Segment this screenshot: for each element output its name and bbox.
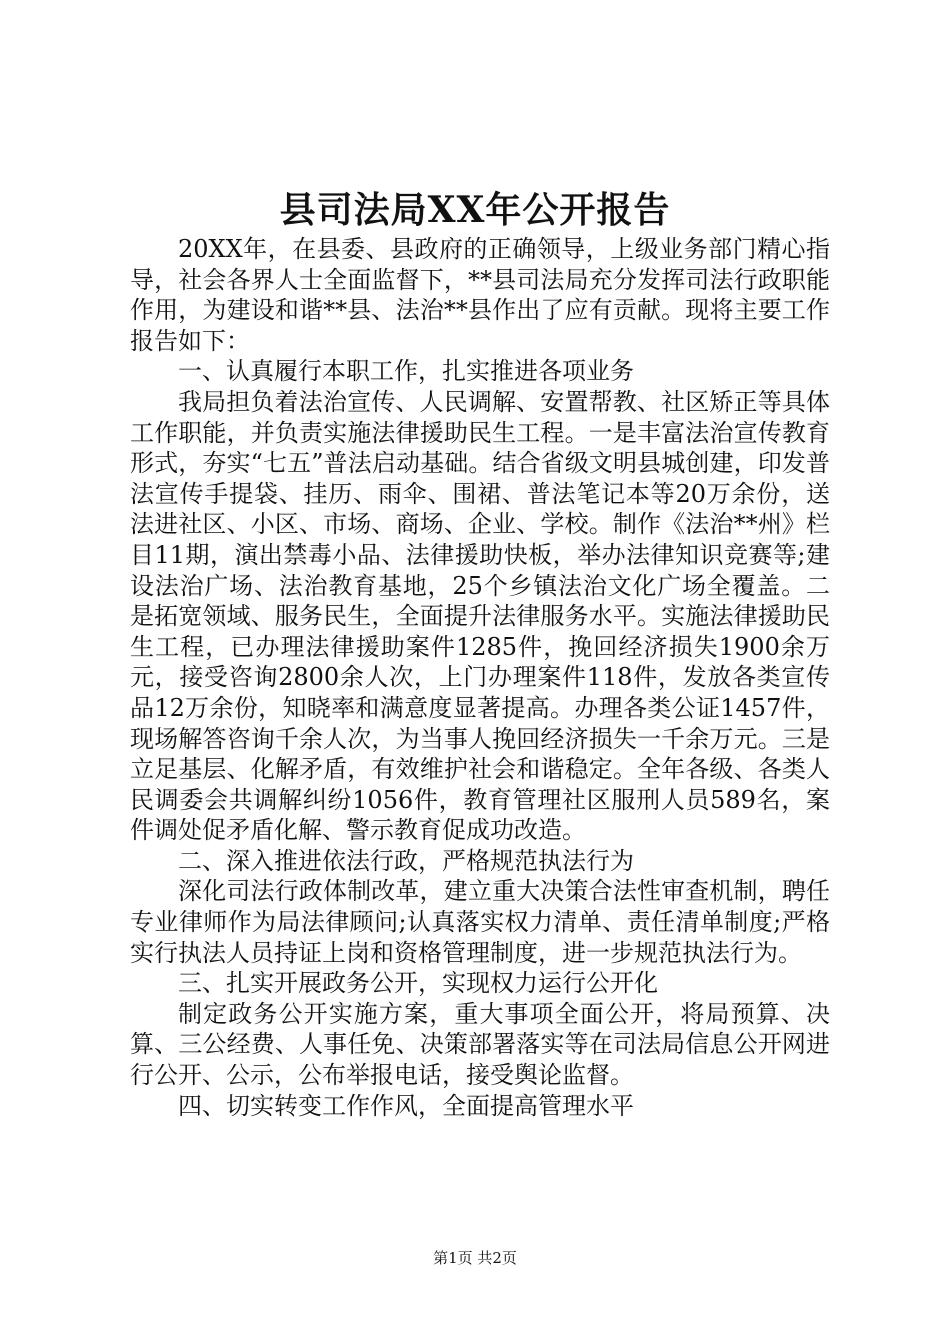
section-heading-1: 一、认真履行本职工作，扎实推进各项业务 <box>178 357 634 386</box>
section-body-3: 制定政务公开实施方案，重大事项全面公开，将局预算、决算、三公经费、人事任免、决策部署落实等在司法局信息公开网进行公开、公示，公布举报电话，接受舆论监督。 <box>130 999 830 1090</box>
section-body-2: 深化司法行政体制改革，建立重大决策合法性审查机制，聘任专业律师作为局法律顾问;认真落实权力清单、责任清单制度;严格实行执法人员持证上岗和资格管理制度，进一步规范执法行为。 <box>130 877 830 967</box>
section-body-1: 我局担负着法治宣传、人民调解、安置帮教、社区矫正等具体工作职能，并负责实施法律援助民生工程。一是丰富法治宣传教育形式，夯实“七五”普法启动基础。结合省级文明县城创建，印发普法宣传手提袋、挂历、雨伞、围裙、普法笔记本等20万余份，送法进社区、小区、市场、商场、企业、学校。制作《法治**州》栏目11期，演出禁毒小品、法律援助快板，举办法律知识竞赛等;建设法治广场、法治教育基地，25个乡镇法治文化广场全覆盖。二是拓宽领域、服务民生，全面提升法律服务水平。实施法律援助民生工程，已办理法律援助案件1285件，挽回经济损失1900余万元，接受咨询2800余人次，上门办理案件118件，发放各类宣传品12万余份，知晓率和满意度显著提高。办理各类公证1457件，现场解答咨询千余人次，为当事人挽回经济损失一千余万元。三是立足基层、化解矛盾，有效维护社会和谐稳定。全年各级、各类人民调委会共调解纠纷1056件，教育管理社区服刑人员589名，案件调处促矛盾化解、警示教育促成功改造。 <box>130 387 830 845</box>
section-heading-4: 四、切实转变工作作风，全面提高管理水平 <box>178 1091 634 1120</box>
intro-paragraph: 20XX年，在县委、县政府的正确领导，上级业务部门精心指导，社会各界人士全面监督下，**县司法局充分发挥司法行政职能作用，为建设和谐**县、法治**县作出了应有贡献。现将主要工作报告如下： <box>130 235 830 355</box>
section-heading-2: 二、深入推进依法行政，严格规范执法行为 <box>178 846 634 875</box>
document-body <box>130 234 830 1121</box>
page-number-footer: 第1页 共2页 <box>433 1249 517 1267</box>
document-title: 县司法局XX年公开报告 <box>279 189 671 231</box>
section-heading-3: 三、扎实开展政务公开，实现权力运行公开化 <box>178 969 658 998</box>
